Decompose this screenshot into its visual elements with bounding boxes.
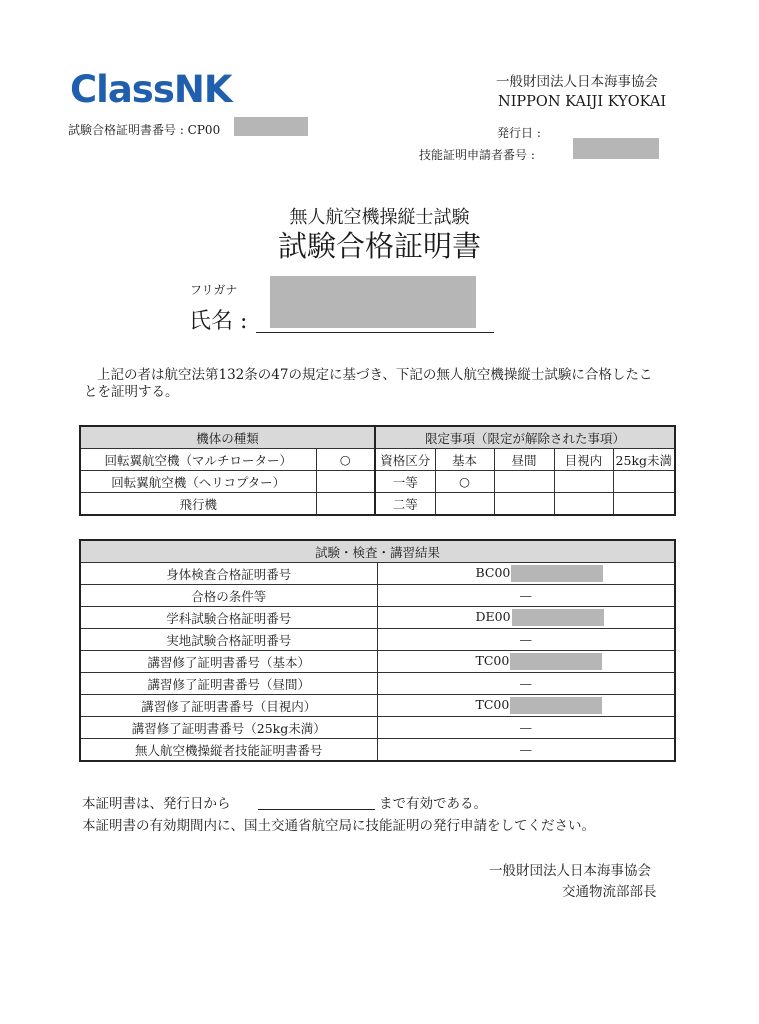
result-label: 講習修了証明書番号（基本） — [80, 651, 377, 673]
limit-header-weight: 25kg未満 — [613, 449, 675, 471]
aircraft-type-mark: ○ — [316, 449, 375, 471]
aircraft-limit-table — [79, 425, 676, 516]
aircraft-type-airplane: 飛行機 — [80, 493, 316, 516]
statement-line-2: とを証明する。 — [84, 384, 179, 400]
result-label: 身体検査合格証明番号 — [80, 563, 377, 585]
applicant-number-label: 技能証明申請者番号 : — [419, 148, 535, 162]
validity-prefix: 本証明書は、発行日から — [82, 796, 231, 812]
redacted-name — [270, 276, 476, 328]
result-value-cell — [377, 695, 675, 717]
result-label: 合格の条件等 — [80, 585, 377, 607]
footer-dept: 交通物流部部長 — [562, 884, 657, 900]
result-label: 講習修了証明書番号（目視内） — [80, 695, 377, 717]
limit-class-first: 一等 — [375, 471, 435, 493]
limit-header-basic: 基本 — [435, 449, 494, 471]
limitation-header: 限定事項（限定が解除された事項） — [375, 426, 675, 449]
limit-cell — [494, 471, 554, 493]
limit-cell — [554, 471, 613, 493]
result-label: 講習修了証明書番号（昼間） — [80, 673, 377, 695]
result-value-cell — [377, 607, 675, 629]
limit-cell — [613, 471, 675, 493]
page-title: 試験合格証明書 — [277, 229, 481, 263]
results-table — [79, 539, 676, 762]
result-value: — — [377, 739, 675, 762]
application-notice: 本証明書の有効期間内に、国土交通省航空局に技能証明の発行申請をしてください。 — [82, 818, 595, 834]
validity-date-underline — [258, 809, 375, 810]
result-value: — — [377, 673, 675, 695]
limit-cell — [435, 493, 494, 516]
issue-date-label: 発行日 : — [497, 126, 541, 140]
limit-class-second: 二等 — [375, 493, 435, 516]
result-value: — — [377, 585, 675, 607]
exam-title: 無人航空機操縦士試験 — [289, 207, 470, 228]
name-label: 氏名 : — [189, 309, 248, 334]
results-title: 試験・検査・講習結果 — [80, 540, 675, 563]
aircraft-type-mark — [316, 471, 375, 493]
result-value: TC00 — [475, 653, 510, 668]
name-underline — [256, 332, 494, 333]
limit-cell — [613, 493, 675, 516]
result-label: 学科試験合格証明番号 — [80, 607, 377, 629]
redacted-applicant-number — [573, 138, 659, 159]
org-name-en: NIPPON KAIJI KYOKAI — [498, 94, 667, 110]
redacted-number — [511, 565, 603, 582]
limit-header-visual: 目視内 — [554, 449, 613, 471]
result-value: BC00 — [475, 565, 511, 580]
limit-header-class: 資格区分 — [375, 449, 435, 471]
org-name-jp: 一般財団法人日本海事協会 — [496, 74, 658, 90]
cert-number-label: 試験合格証明書番号 : CP00 — [68, 123, 221, 137]
footer-org: 一般財団法人日本海事協会 — [489, 863, 651, 879]
result-label: 講習修了証明書番号（25kg未満） — [80, 717, 377, 739]
limit-header-daytime: 昼間 — [494, 449, 554, 471]
result-value: DE00 — [475, 609, 511, 624]
result-value: — — [377, 629, 675, 651]
result-label: 実地試験合格証明番号 — [80, 629, 377, 651]
result-label: 無人航空機操縦者技能証明書番号 — [80, 739, 377, 762]
aircraft-type-header: 機体の種類 — [80, 426, 375, 449]
result-value: TC00 — [475, 697, 510, 712]
furigana-label: フリガナ — [190, 283, 238, 297]
aircraft-type-helicopter: 回転翼航空機（ヘリコプター） — [80, 471, 316, 493]
limit-cell — [494, 493, 554, 516]
aircraft-type-mark — [316, 493, 375, 516]
redacted-cert-number — [234, 117, 308, 136]
result-value-cell — [377, 651, 675, 673]
result-value: — — [377, 717, 675, 739]
redacted-number — [510, 697, 602, 714]
aircraft-type-multirotor: 回転翼航空機（マルチローター） — [80, 449, 316, 471]
statement-line-1: 上記の者は航空法第132条の47の規定に基づき、下記の無人航空機操縦士試験に合格したこ — [97, 367, 653, 383]
limit-cell — [554, 493, 613, 516]
result-value-cell — [377, 563, 675, 585]
classnk-logo: ClassNK — [70, 68, 232, 111]
validity-suffix: まで有効である。 — [379, 796, 487, 812]
redacted-number — [510, 653, 602, 670]
redacted-number — [512, 609, 604, 626]
limit-cell: ○ — [435, 471, 494, 493]
